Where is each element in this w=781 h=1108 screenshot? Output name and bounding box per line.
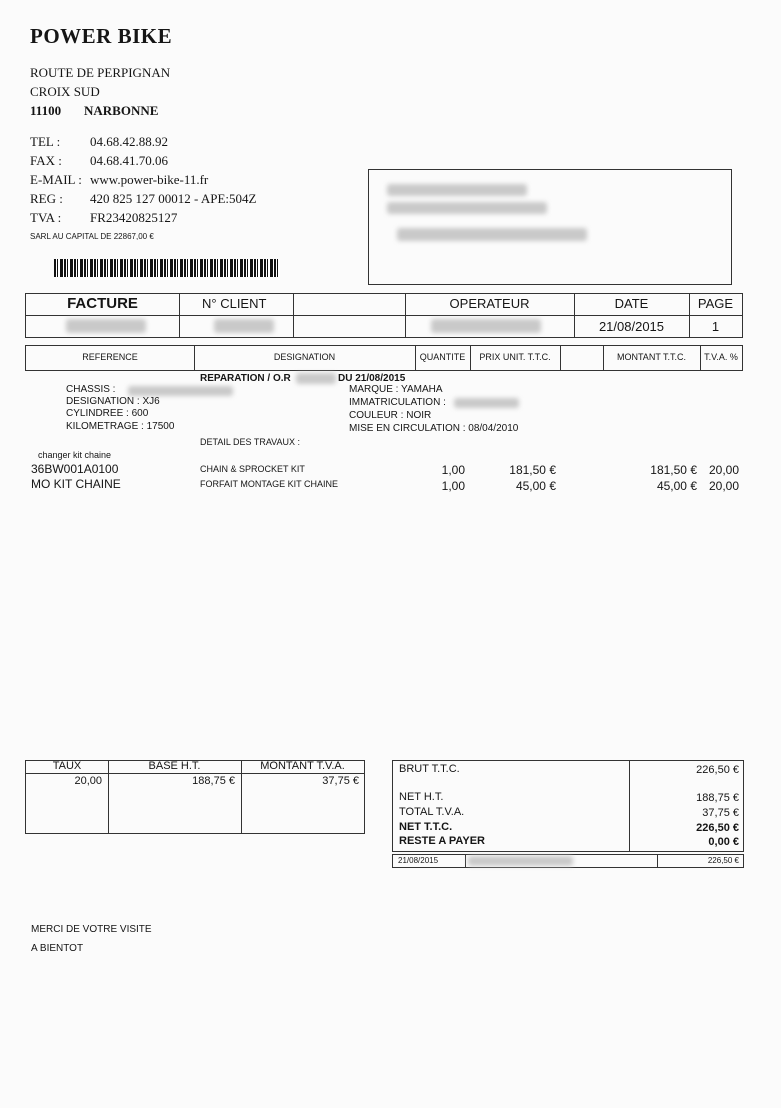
col-quantite: QUANTITE: [419, 352, 466, 362]
chassis-label: CHASSIS :: [66, 384, 116, 395]
brut-ttc-value: 226,50 €: [696, 764, 739, 776]
line-reference: MO KIT CHAINE: [31, 477, 121, 491]
redacted-client-number: [214, 319, 274, 333]
detail-travaux-label: DETAIL DES TRAVAUX :: [200, 437, 301, 447]
payment-amount: 226,50 €: [707, 856, 739, 865]
line-amount: 45,00 €: [656, 479, 697, 493]
email-label: E-MAIL :: [30, 172, 82, 187]
reste-a-payer-value: 0,00 €: [708, 836, 739, 848]
redacted-or-number: [296, 373, 336, 384]
line-tva: 20,00: [708, 479, 739, 493]
vehicle-cylindree: CYLINDREE : 600: [66, 408, 149, 419]
col-prix-unitaire: PRIX UNIT. T.T.C.: [479, 352, 551, 362]
footer-thanks: MERCI DE VOTRE VISITE: [31, 924, 152, 935]
line-designation: CHAIN & SPROCKET KIT: [200, 464, 305, 474]
items-column-header: [25, 345, 743, 371]
tel-label: TEL :: [30, 134, 61, 149]
tva-label: TVA :: [30, 210, 62, 225]
net-ttc-value: 226,50 €: [696, 822, 739, 834]
reg-label: REG :: [30, 191, 63, 206]
repair-title-prefix: REPARATION / O.R: [200, 373, 291, 384]
redacted-invoice-number: [66, 319, 146, 333]
tax-taux-value: 20,00: [74, 775, 102, 787]
customer-address-box: [368, 169, 732, 285]
redacted-customer-city: [397, 228, 587, 241]
vehicle-mise-en-circulation: MISE EN CIRCULATION : 08/04/2010: [349, 423, 519, 434]
client-number-label: N° CLIENT: [202, 296, 267, 311]
vehicle-designation: DESIGNATION : XJ6: [66, 396, 160, 407]
tax-montant-value: 37,75 €: [322, 775, 359, 787]
vehicle-marque: MARQUE : YAMAHA: [349, 384, 443, 395]
tax-base-value: 188,75 €: [192, 775, 235, 787]
tax-montant-label: MONTANT T.V.A.: [260, 760, 345, 772]
barcode: [54, 259, 280, 277]
redacted-customer-line: [387, 202, 547, 214]
invoice-header-table: [25, 293, 743, 338]
line-tva: 20,00: [708, 463, 739, 477]
vehicle-immatriculation: IMMATRICULATION :: [349, 397, 446, 408]
company-postcode: 11100: [30, 103, 62, 118]
repair-title: [200, 373, 291, 384]
vehicle-kilometrage: KILOMETRAGE : 17500: [66, 421, 175, 432]
company-address-line1: ROUTE DE PERPIGNAN: [30, 65, 171, 80]
operateur-label: OPERATEUR: [449, 296, 530, 311]
totals-table: [392, 760, 744, 852]
reste-a-payer-label: RESTE A PAYER: [399, 835, 485, 847]
total-tva-value: 37,75 €: [702, 807, 739, 819]
total-tva-label: TOTAL T.V.A.: [399, 806, 465, 818]
col-tva: T.V.A. %: [704, 352, 738, 362]
net-ht-label: NET H.T.: [399, 791, 444, 803]
capital-note: SARL AU CAPITAL DE 22867,00 €: [30, 232, 154, 241]
company-address-line2: CROIX SUD: [30, 84, 100, 99]
line-reference: 36BW001A0100: [31, 462, 119, 476]
brut-ttc-label: BRUT T.T.C.: [399, 763, 460, 775]
repair-date: DU 21/08/2015: [338, 373, 406, 384]
line-designation: FORFAIT MONTAGE KIT CHAINE: [200, 479, 339, 489]
facture-label: FACTURE: [67, 295, 138, 312]
reg-value: 420 825 127 00012 - APE:504Z: [90, 191, 257, 206]
redacted-customer-name: [387, 184, 527, 196]
line-amount: 181,50 €: [650, 463, 697, 477]
company-city: NARBONNE: [84, 103, 159, 118]
email-value: www.power-bike-11.fr: [90, 172, 209, 187]
redacted-immatriculation: [454, 398, 519, 408]
tax-taux-label: TAUX: [52, 760, 82, 772]
company-name: POWER BIKE: [30, 24, 173, 48]
tax-summary-table: [25, 760, 365, 834]
page-number: 1: [711, 319, 720, 334]
tva-value: FR23420825127: [90, 210, 178, 225]
tel-value: 04.68.42.88.92: [90, 134, 168, 149]
line-quantity: 1,00: [441, 479, 465, 493]
col-designation: DESIGNATION: [273, 352, 336, 362]
redacted-chassis: [128, 386, 233, 396]
payment-row: [392, 854, 744, 868]
col-montant: MONTANT T.T.C.: [616, 352, 686, 362]
fax-label: FAX :: [30, 153, 62, 168]
net-ttc-label: NET T.T.C.: [399, 821, 453, 833]
line-unit-price: 181,50 €: [509, 463, 556, 477]
date-label: DATE: [614, 296, 649, 311]
invoice-date: 21/08/2015: [598, 319, 665, 334]
footer-bye: A BIENTOT: [31, 943, 84, 954]
page-label: PAGE: [697, 296, 734, 311]
payment-date: 21/08/2015: [398, 856, 439, 865]
col-reference: REFERENCE: [82, 352, 138, 362]
net-ht-value: 188,75 €: [696, 792, 739, 804]
repair-note: changer kit chaine: [38, 450, 112, 460]
redacted-payment-method: [468, 856, 573, 866]
fax-value: 04.68.41.70.06: [90, 153, 168, 168]
tax-base-label: BASE H.T.: [148, 760, 201, 772]
redacted-operator: [431, 319, 541, 333]
line-quantity: 1,00: [441, 463, 465, 477]
line-unit-price: 45,00 €: [515, 479, 556, 493]
vehicle-couleur: COULEUR : NOIR: [349, 410, 432, 421]
